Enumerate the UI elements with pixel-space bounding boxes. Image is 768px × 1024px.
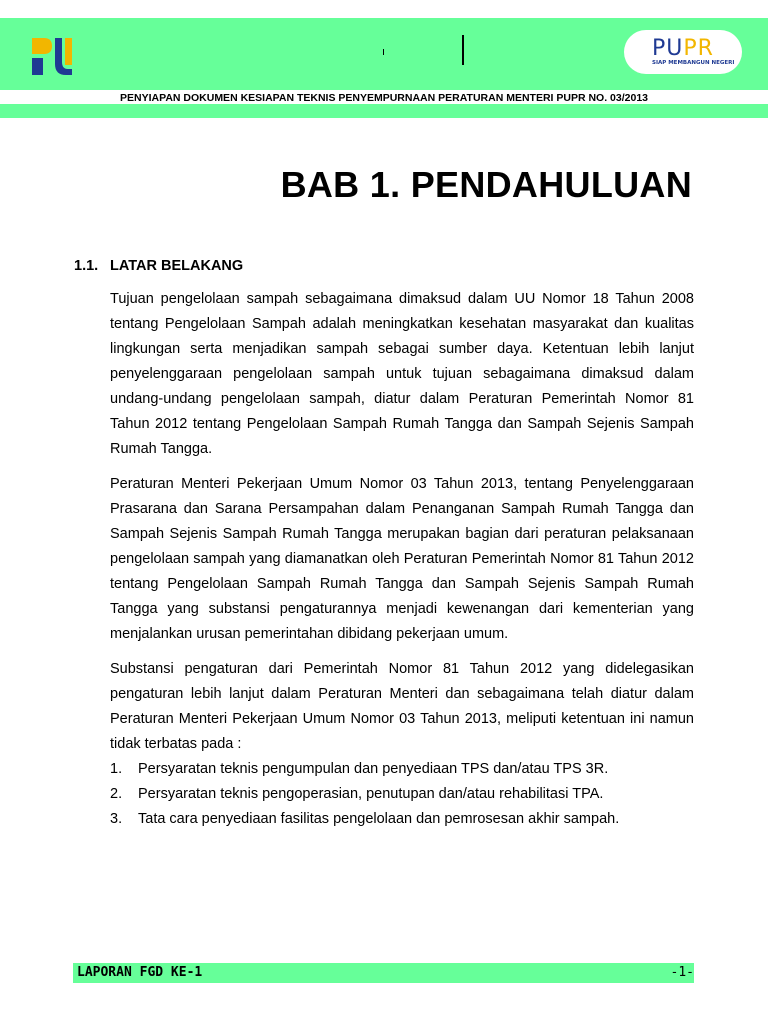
list-number: 3.	[110, 811, 123, 827]
list-text: Tata cara penyediaan fasilitas pengelolaan dan pemrosesan akhir sampah.	[138, 811, 620, 827]
document-subtitle: PENYIAPAN DOKUMEN KESIAPAN TEKNIS PENYEMPURNAAN PERATURAN MENTERI PUPR NO. 03/2013	[0, 90, 768, 104]
footer-report-label: LAPORAN FGD KE-1	[77, 965, 203, 980]
page-number: -1-	[670, 965, 694, 980]
pupr-tagline: SIAP MEMBANGUN NEGERI	[652, 60, 735, 66]
header-lower-band	[0, 104, 768, 118]
section-heading	[74, 258, 243, 274]
footer-band	[73, 963, 694, 983]
section-number: 1.1.	[74, 258, 99, 274]
chapter-title: BAB 1. PENDAHULUAN	[280, 164, 692, 205]
pupr-logo-text: PUPR	[652, 36, 714, 61]
body-content	[110, 287, 694, 832]
pu-logo-icon	[30, 35, 74, 77]
pupr-logo	[624, 30, 742, 74]
list-item	[110, 782, 694, 807]
list-number: 1.	[110, 761, 123, 777]
pu-logo-graphic	[30, 35, 74, 77]
list-text: Persyaratan teknis pengoperasian, penutupan dan/atau rehabilitasi TPA.	[138, 786, 604, 802]
list-item	[110, 807, 694, 832]
list-text: Persyaratan teknis pengumpulan dan penyediaan TPS dan/atau TPS 3R.	[138, 761, 609, 777]
list-number: 2.	[110, 786, 123, 802]
paragraph: Substansi pengaturan dari Pemerintah Nomor 81 Tahun 2012 yang didelegasikan pengaturan lebih lanjut dalam Peraturan Menteri dan sebagaimana telah diatur dalam Peraturan Menteri Pekerjaan Umum Nomor 03 Tahun 2013, meliputi ketentuan ini namun tidak terbatas pada :	[110, 661, 694, 752]
list-item	[110, 757, 694, 782]
header-mark-large	[462, 35, 464, 65]
header-mark-small	[383, 49, 384, 55]
section-title: LATAR BELAKANG	[110, 258, 244, 274]
paragraph: Tujuan pengelolaan sampah sebagaimana dimaksud dalam UU Nomor 18 Tahun 2008 tentang Pengelolaan Sampah adalah meningkatkan kesehatan masyarakat dan kualitas lingkungan serta menjadikan sampah sebagai sumber daya. Ketentuan lebih lanjut penyelenggaraan pengelolaan sampah untuk tujuan sebagaimana dimaksud dalam undang-undang pengelolaan sampah, diatur dalam Peraturan Pemerintah Nomor 81 Tahun 2012 tentang Pengelolaan Sampah Rumah Tangga dan Sampah Sejenis Sampah Rumah Tangga.	[110, 291, 694, 457]
paragraph: Peraturan Menteri Pekerjaan Umum Nomor 03 Tahun 2013, tentang Penyelenggaraan Prasarana dan Sarana Persampahan dalam Penanganan Sampah Rumah Tangga dan Sampah Sejenis Sampah Rumah Tangga merupakan bagian dari peraturan pelaksanaan pengelolaan sampah yang diamanatkan oleh Peraturan Pemerintah Nomor 81 Tahun 2012 tentang Pengelolaan Sampah Rumah Tangga dan Sampah Sejenis Sampah Rumah Tangga yang substansi pengaturannya menjadi kewenangan dari kementerian yang menjalankan urusan pemerintahan dibidang pekerjaan umum.	[110, 476, 694, 642]
